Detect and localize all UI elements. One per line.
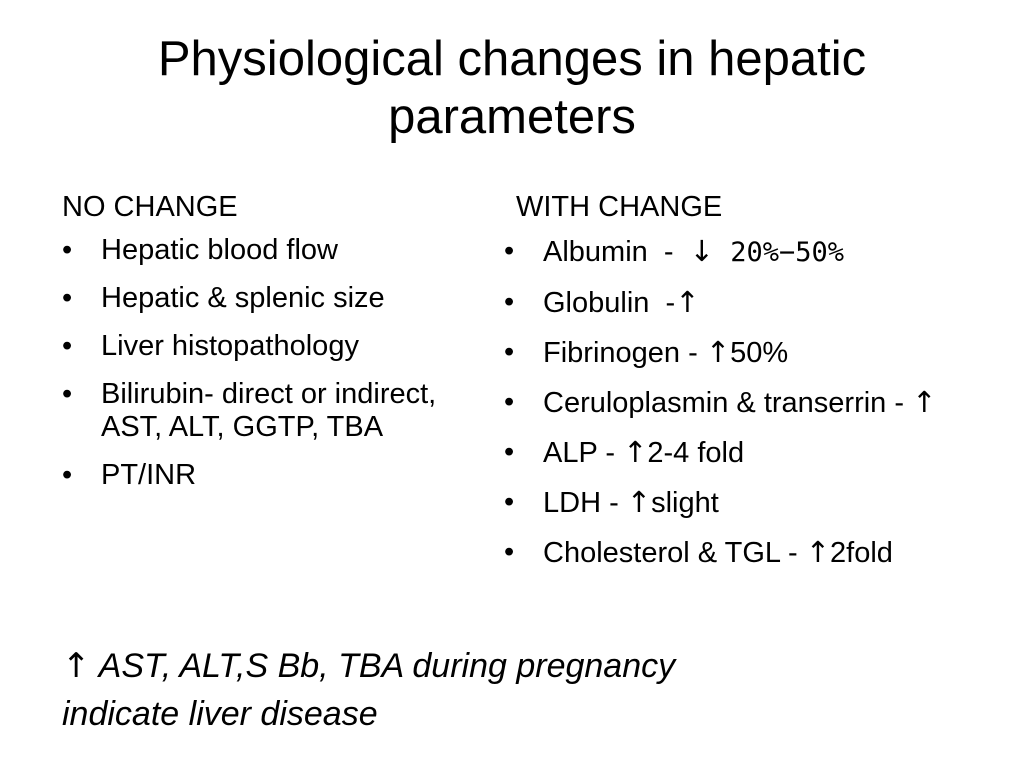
list-item bbox=[504, 285, 1019, 320]
parameter-name: Globulin bbox=[543, 287, 650, 319]
bullet-icon: • bbox=[62, 459, 73, 491]
change-detail: 2fold bbox=[830, 537, 893, 569]
list-item bbox=[504, 335, 1019, 370]
parameter-name: Cholesterol & TGL bbox=[543, 537, 780, 569]
list-item bbox=[504, 485, 1019, 520]
list-item bbox=[504, 385, 1019, 420]
slide-title: Physiological changes in hepatic parameters bbox=[157, 32, 867, 144]
list-item bbox=[504, 435, 1019, 470]
separator: - bbox=[647, 236, 690, 268]
change-detail: 20%−50% bbox=[713, 237, 845, 268]
arrow-up-icon: ↑ bbox=[675, 285, 700, 319]
parameter-name: Fibrinogen bbox=[543, 337, 681, 369]
bullet-icon: • bbox=[504, 386, 515, 418]
bullet-icon: • bbox=[62, 234, 73, 266]
separator: - bbox=[597, 437, 624, 469]
list-item bbox=[62, 459, 472, 492]
with-change-list bbox=[504, 234, 1019, 570]
bullet-icon: • bbox=[504, 336, 515, 368]
arrow-up-icon: ↑ bbox=[805, 535, 831, 569]
arrow-up-icon: ↑ bbox=[912, 385, 937, 419]
arrow-up-icon: ↑ bbox=[62, 646, 91, 686]
change-detail: slight bbox=[651, 487, 719, 519]
list-item bbox=[504, 535, 1019, 570]
with-change-column bbox=[504, 190, 1019, 585]
bullet-icon: • bbox=[504, 536, 515, 568]
bullet-icon: • bbox=[504, 436, 515, 468]
parameter-name: Ceruloplasmin & transerrin bbox=[543, 387, 887, 419]
list-item bbox=[62, 378, 472, 444]
parameter-name: Albumin bbox=[543, 236, 648, 268]
no-change-list bbox=[62, 234, 472, 492]
bullet-icon: • bbox=[504, 486, 515, 518]
list-item-text: Bilirubin- direct or indirect, AST, ALT, GGTP, TBA bbox=[101, 378, 437, 443]
separator: - bbox=[649, 287, 676, 319]
arrow-up-icon: ↑ bbox=[705, 335, 731, 369]
bullet-icon: • bbox=[504, 286, 515, 318]
parameter-name: ALP bbox=[543, 437, 598, 469]
bullet-icon: • bbox=[62, 330, 73, 362]
bullet-icon: • bbox=[504, 235, 515, 267]
list-item-text: Liver histopathology bbox=[101, 330, 359, 362]
no-change-heading: NO CHANGE bbox=[62, 191, 238, 223]
list-item-text: Hepatic & splenic size bbox=[101, 282, 385, 314]
arrow-up-icon: ↑ bbox=[623, 435, 648, 469]
list-item-text: Hepatic blood flow bbox=[101, 234, 338, 266]
arrow-up-icon: ↑ bbox=[626, 485, 652, 519]
list-item-text: PT/INR bbox=[101, 459, 197, 491]
list-item bbox=[62, 330, 472, 363]
parameter-name: LDH bbox=[543, 487, 602, 519]
arrow-down-icon: ↓ bbox=[689, 234, 714, 268]
with-change-heading: WITH CHANGE bbox=[516, 191, 723, 223]
separator: - bbox=[680, 337, 706, 369]
no-change-column bbox=[62, 190, 472, 507]
separator: - bbox=[601, 487, 627, 519]
change-detail: 50% bbox=[730, 337, 789, 369]
separator: - bbox=[779, 537, 806, 569]
list-item bbox=[504, 234, 1019, 270]
footer-text: AST, ALT,S Bb, TBA during pregnancy indicate liver disease bbox=[62, 647, 676, 733]
list-item bbox=[62, 234, 472, 267]
separator: - bbox=[886, 387, 913, 419]
bullet-icon: • bbox=[62, 282, 73, 314]
change-detail: 2-4 fold bbox=[647, 437, 745, 469]
footer-note bbox=[62, 642, 762, 738]
bullet-icon: • bbox=[62, 378, 73, 410]
list-item bbox=[62, 282, 472, 315]
